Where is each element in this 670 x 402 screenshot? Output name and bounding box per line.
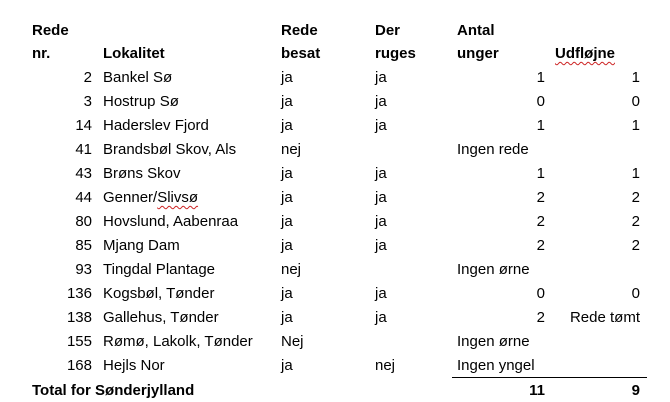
- cell-ruges: ja: [375, 285, 387, 302]
- header-besat-line1: Rede: [281, 22, 318, 39]
- cell-besat: ja: [281, 285, 293, 302]
- cell-unger: 1: [536, 117, 545, 134]
- cell-ruges: ja: [375, 93, 387, 110]
- cell-besat: ja: [281, 189, 293, 206]
- header-besat-line2: besat: [281, 45, 321, 62]
- cell-nr: 2: [83, 69, 92, 86]
- cell-ruges: nej: [375, 357, 396, 374]
- cell-lokalitet: Hejls Nor: [103, 357, 165, 374]
- cell-lokalitet: Brandsbøl Skov, Als: [103, 141, 237, 158]
- cell-lokalitet: Hovslund, Aabenraa: [103, 213, 239, 230]
- cell-udflojne: 2: [631, 189, 640, 206]
- cell-unger: 2: [536, 237, 545, 254]
- cell-ruges: ja: [375, 117, 387, 134]
- cell-besat: Nej: [281, 333, 304, 350]
- cell-nr: 44: [75, 189, 92, 206]
- cell-nr: 155: [66, 333, 92, 350]
- cell-besat: ja: [281, 213, 293, 230]
- cell-udflojne: Rede tømt: [569, 309, 640, 326]
- cell-ruges: ja: [375, 213, 387, 230]
- cell-lokalitet: [103, 189, 198, 207]
- cell-nr: 43: [75, 165, 92, 182]
- cell-unger: 2: [536, 213, 545, 230]
- cell-unger: 1: [536, 165, 545, 182]
- cell-lokalitet: Tingdal Plantage: [103, 261, 216, 278]
- cell-besat: ja: [281, 237, 293, 254]
- cell-lokalitet: Kogsbøl, Tønder: [103, 285, 215, 302]
- total-rule: [452, 377, 647, 378]
- cell-lokalitet: Gallehus, Tønder: [103, 309, 219, 326]
- cell-unger: 0: [536, 285, 545, 302]
- cell-note: Ingen yngel: [457, 357, 535, 374]
- cell-nr: 168: [66, 357, 92, 374]
- cell-udflojne: 0: [631, 285, 640, 302]
- total-udflojne: 9: [631, 382, 640, 399]
- header-ruges-line2: ruges: [375, 45, 416, 62]
- cell-udflojne: 1: [631, 69, 640, 86]
- cell-besat: ja: [281, 69, 293, 86]
- cell-besat: nej: [281, 141, 302, 158]
- cell-unger: 2: [536, 189, 545, 206]
- cell-ruges: ja: [375, 189, 387, 206]
- cell-nr: 3: [83, 93, 92, 110]
- header-lokalitet: Lokalitet: [103, 45, 165, 62]
- cell-lokalitet: Haderslev Fjord: [103, 117, 209, 134]
- cell-besat: nej: [281, 261, 302, 278]
- cell-ruges: ja: [375, 237, 387, 254]
- cell-nr: 136: [66, 285, 92, 302]
- cell-note: Ingen ørne: [457, 261, 530, 278]
- cell-nr: 93: [75, 261, 92, 278]
- cell-udflojne: 2: [631, 213, 640, 230]
- cell-besat: ja: [281, 357, 293, 374]
- cell-nr: 41: [75, 141, 92, 158]
- cell-lokalitet-misspelled: Slivsø: [157, 189, 199, 206]
- cell-nr: 85: [75, 237, 92, 254]
- cell-udflojne: 1: [631, 117, 640, 134]
- header-nr-line2: nr.: [32, 45, 51, 62]
- cell-lokalitet-part: Genner/: [103, 189, 158, 206]
- cell-unger: 1: [536, 69, 545, 86]
- cell-lokalitet: Rømø, Lakolk, Tønder: [103, 333, 253, 350]
- cell-nr: 80: [75, 213, 92, 230]
- cell-ruges: ja: [375, 309, 387, 326]
- cell-unger: 0: [536, 93, 545, 110]
- cell-ruges: ja: [375, 165, 387, 182]
- cell-note: Ingen ørne: [457, 333, 530, 350]
- cell-udflojne: 1: [631, 165, 640, 182]
- cell-udflojne: 0: [631, 93, 640, 110]
- cell-lokalitet: Mjang Dam: [103, 237, 180, 254]
- cell-nr: 138: [66, 309, 92, 326]
- cell-udflojne: 2: [631, 237, 640, 254]
- cell-besat: ja: [281, 165, 293, 182]
- header-nr-line1: Rede: [32, 22, 69, 39]
- total-label: Total for Sønderjylland: [32, 382, 195, 399]
- cell-besat: ja: [281, 117, 293, 134]
- cell-besat: ja: [281, 309, 293, 326]
- total-unger: 11: [529, 382, 545, 399]
- cell-lokalitet: Hostrup Sø: [103, 93, 179, 110]
- header-unger-line2: unger: [457, 45, 499, 62]
- cell-note: Ingen rede: [457, 141, 529, 158]
- cell-nr: 14: [75, 117, 92, 134]
- cell-unger: 2: [536, 309, 545, 326]
- cell-lokalitet: Bankel Sø: [103, 69, 173, 86]
- cell-besat: ja: [281, 93, 293, 110]
- header-unger-line1: Antal: [457, 22, 495, 39]
- header-udflojne: Udfløjne: [555, 45, 615, 62]
- cell-lokalitet: Brøns Skov: [103, 165, 181, 182]
- header-ruges-line1: Der: [375, 22, 401, 39]
- cell-ruges: ja: [375, 69, 387, 86]
